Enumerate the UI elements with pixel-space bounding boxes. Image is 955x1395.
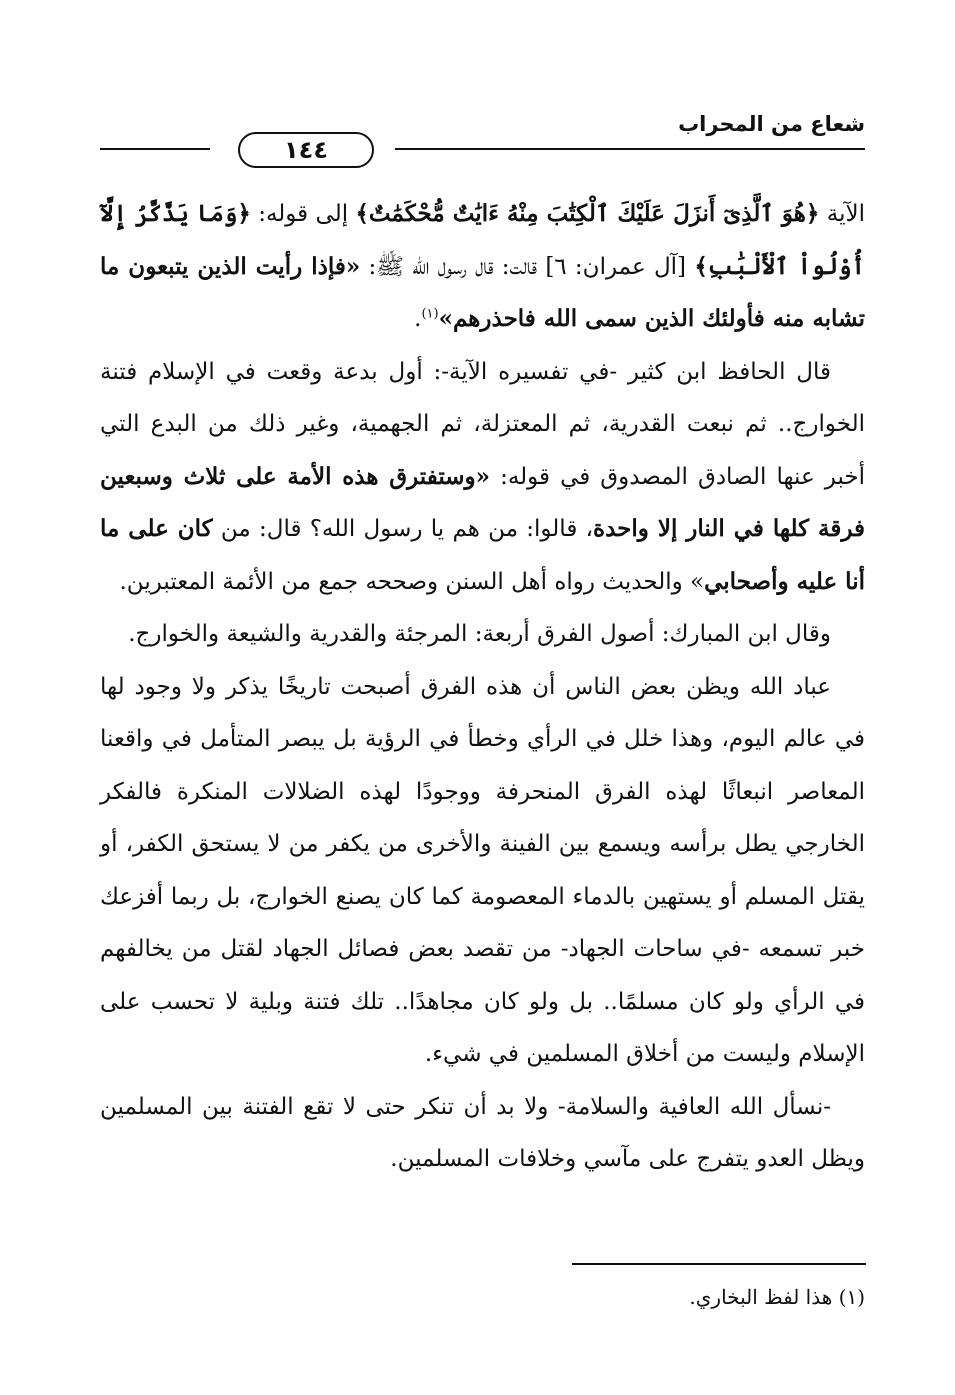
running-header <box>100 112 865 164</box>
paragraph-4: عباد الله ويظن بعض الناس أن هذه الفرق أصبحت تاريخًا يذكر ولا وجود لها في عالم اليوم، وهذا خلل في الرأي وخطأ في الرؤية بل يبصر المتأمل في واقعنا المعاصر انبعاثًا لهذه الفرق المنحرفة ووجودًا لهذه الضلالات المنكرة فالفكر الخارجي يطل برأسه ويسمع بين الفينة والأخرى من يكفر من لا يستحق الكفر، أو يقتل المسلم أو يستهين بالدماء المعصومة كما كان يصنع الخوارج، بل ربما أفزعك خبر تسمعه -في ساحات الجهاد- من تقصد بعض فصائل الجهاد لقتل من يخالفهم في الرأي ولو كان مسلمًا.. بل ولو كان مجاهدًا.. تلك فتنة وبلية لا تحسب على الإسلام وليست من أخلاق المسلمين في شيء. <box>100 673 865 1067</box>
running-head-title: شعاع من المحراب <box>678 112 865 136</box>
paragraph-2 <box>100 346 865 609</box>
body-text <box>100 188 865 1186</box>
text-run: ، قالوا: من هم يا رسول الله؟ قال: من <box>212 516 594 542</box>
hadith-quote: كان على ما أنا عليه وأصحابي <box>100 515 865 595</box>
paragraph-1 <box>100 188 865 346</box>
text-run: [آل عمران: ٦] قالت: قال رسول الله ﷺ: <box>360 253 695 280</box>
paragraph-5: -نسأل الله العافية والسلامة- ولا بد أن تنكر حتى لا تقع الفتنة بين المسلمين ويظل العدو يتفرج على مآسي وخلافات المسلمين. <box>100 1093 865 1172</box>
text-run: إلى قوله: <box>250 201 356 227</box>
footnote: (١) هذا لفظ البخاري. <box>689 1285 865 1309</box>
footnote-separator <box>572 1263 866 1265</box>
text-run: الآية <box>819 201 865 227</box>
text-run: » والحديث رواه أهل السنن وصححه جمع من الأئمة المعتبرين. <box>119 568 705 595</box>
paragraph-3: وقال ابن المبارك: أصول الفرق أربعة: المرجئة والقدرية والشيعة والخوارج. <box>128 621 831 647</box>
hadith-quote: «وستفترق هذه الأمة على ثلاث وسبعين فرقة كلها في النار إلا واحدة <box>100 462 865 542</box>
page-number: ١٤٤ <box>238 132 374 168</box>
header-rule <box>395 148 865 150</box>
header-rule-left <box>100 148 210 150</box>
hadith-quote: «فإذا رأيت الذين يتبعون ما تشابه منه فأولئك الذين سمى الله فاحذرهم» <box>100 252 865 332</box>
quran-verse: ﴿هُوَ ٱلَّذِىٓ أَنزَلَ عَلَيْكَ ٱلْكِتَٰبَ مِنْهُ ءَايَٰتٌ مُّحْكَمَٰتٌ﴾ <box>355 200 820 227</box>
text-run: . <box>414 306 422 332</box>
text-run: قال الحافظ ابن كثير -في تفسيره الآية-: أول بدعة وقعت في الإسلام فتنة الخوارج.. ثم نبعت القدرية، ثم المعتزلة، ثم الجهمية، وغير ذلك من البدع التي أخبر عنها الصادق المصدوق في قوله: <box>100 358 865 490</box>
footnote-ref: (١) <box>421 306 439 322</box>
quran-verse: ﴿وَمَا يَذَّكَّرُ إِلَّآ أُوْلُواْ ٱلْأَلْبَٰبِ﴾ <box>100 200 866 280</box>
